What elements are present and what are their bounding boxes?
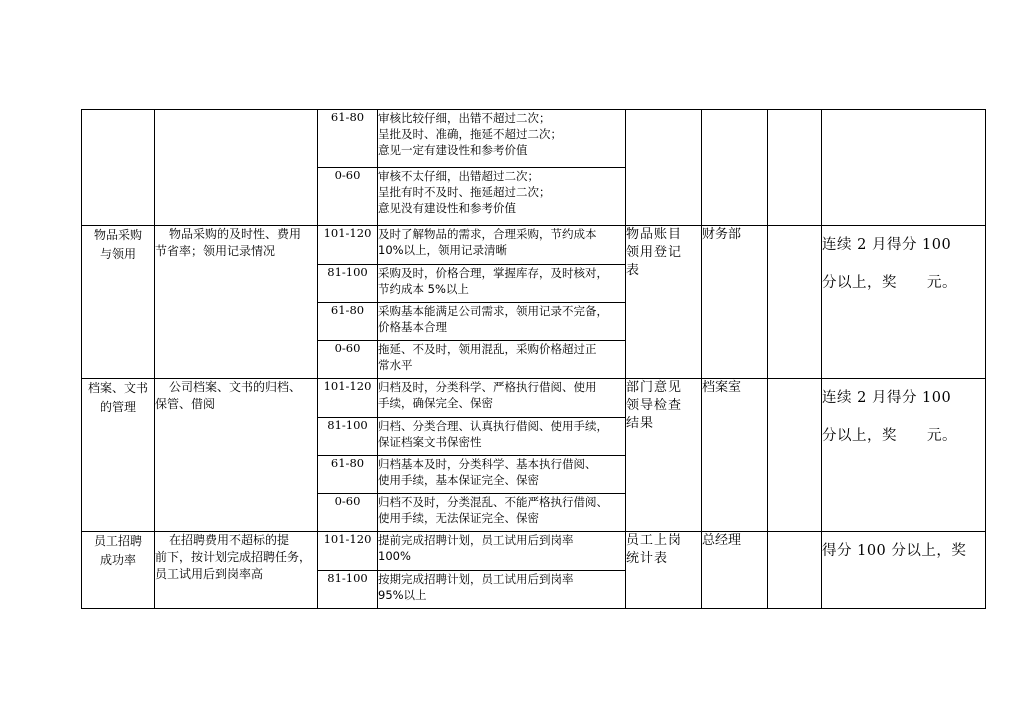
standard-line: 归档、分类合理、认真执行借阅、使用手续，	[378, 419, 608, 433]
standard-line: 归档不及时，分类混乱、不能严格执行借阅、	[378, 495, 608, 509]
item-cell	[82, 226, 155, 379]
item-line: 物品采购	[93, 228, 142, 242]
department-cell	[702, 110, 768, 226]
table-row	[82, 226, 986, 265]
score-range: 81-100	[318, 265, 378, 303]
source-cell	[626, 532, 702, 609]
standard-line: 价格基本合理	[378, 320, 447, 334]
item-line: 与领用	[99, 247, 136, 261]
item-line: 档案、文书	[87, 381, 148, 395]
standard-line: 呈批及时、准确，拖延不超过二次；	[378, 127, 562, 141]
description-line: 在招聘费用不超标的提	[169, 533, 290, 547]
score-range: 81-100	[318, 571, 378, 609]
standard-cell	[378, 265, 626, 303]
standard-line: 10%以上，领用记录清晰	[378, 243, 508, 257]
score-range: 81-100	[318, 418, 378, 456]
item-cell	[82, 379, 155, 532]
description-line: 节省率；领用记录情况	[155, 244, 276, 258]
description-line: 前下，按计划完成招聘任务，	[155, 550, 312, 564]
source-line: 物品账目	[626, 227, 683, 242]
standard-line: 常水平	[378, 358, 413, 372]
source-cell	[626, 110, 702, 226]
item-line: 成功率	[99, 553, 136, 567]
item-line: 员工招聘	[93, 534, 142, 548]
description-cell	[155, 110, 318, 226]
reward-line: 得分 100 分以上，奖	[822, 543, 967, 559]
standard-cell	[378, 532, 626, 571]
source-line: 统计表	[626, 551, 669, 566]
standard-line: 审核不太仔细，出错超过二次；	[378, 169, 539, 183]
standard-line: 审核比较仔细，出错不超过二次；	[378, 111, 551, 125]
standard-line: 归档及时，分类科学、严格执行借阅、使用	[378, 380, 597, 394]
standard-line: 意见没有建设性和参考价值	[378, 201, 516, 215]
evaluation-table	[81, 109, 986, 609]
source-line: 领用登记	[626, 245, 683, 260]
source-line: 部门意见	[626, 380, 683, 395]
standard-line: 节约成本 5%以上	[378, 282, 469, 296]
table-row	[82, 532, 986, 571]
reward-line: 分以上，奖 元。	[822, 428, 957, 444]
standard-line: 拖延、不及时，领用混乱，采购价格超过正	[378, 342, 597, 356]
source-cell	[626, 379, 702, 532]
source-cell	[626, 226, 702, 379]
score-range: 0-60	[318, 341, 378, 379]
source-line: 表	[626, 263, 641, 278]
standard-line: 手续，确保完全、保密	[378, 396, 493, 410]
department-cell: 档案室	[702, 379, 768, 532]
standard-line: 100%	[378, 549, 411, 563]
description-cell	[155, 532, 318, 609]
standard-line: 95%以上	[378, 588, 427, 602]
item-line: 的管理	[99, 400, 136, 414]
standard-cell	[378, 456, 626, 494]
department-cell: 财务部	[702, 226, 768, 379]
description-line: 公司档案、文书的归档、	[169, 380, 302, 394]
reward-cell	[822, 226, 986, 379]
standard-cell	[378, 110, 626, 168]
standard-cell	[378, 341, 626, 379]
reward-line: 连续 2 月得分 100	[822, 237, 952, 253]
reward-cell	[822, 532, 986, 609]
description-line: 保管、借阅	[155, 397, 216, 411]
score-range: 61-80	[318, 303, 378, 341]
standard-cell	[378, 494, 626, 532]
standard-line: 提前完成招聘计划，员工试用后到岗率	[378, 533, 574, 547]
standard-line: 及时了解物品的需求，合理采购，节约成本	[378, 227, 597, 241]
standard-line: 按期完成招聘计划，员工试用后到岗率	[378, 572, 574, 586]
table-row	[82, 379, 986, 418]
standard-cell	[378, 418, 626, 456]
score-range: 0-60	[318, 168, 378, 226]
item-cell	[82, 532, 155, 609]
score-range: 61-80	[318, 456, 378, 494]
weight-cell	[768, 379, 822, 532]
reward-cell	[822, 110, 986, 226]
standard-line: 采购基本能满足公司需求，领用记录不完备，	[378, 304, 608, 318]
standard-cell	[378, 168, 626, 226]
standard-line: 呈批有时不及时、拖延超过二次；	[378, 185, 551, 199]
item-cell	[82, 110, 155, 226]
reward-line: 分以上，奖 元。	[822, 275, 957, 291]
standard-line: 归档基本及时，分类科学、基本执行借阅、	[378, 457, 597, 471]
score-range: 0-60	[318, 494, 378, 532]
source-line: 员工上岗	[626, 533, 683, 548]
weight-cell	[768, 532, 822, 609]
standard-line: 使用手续，无法保证完全、保密	[378, 511, 539, 525]
description-line: 物品采购的及时性、费用	[169, 227, 302, 241]
reward-cell	[822, 379, 986, 532]
score-range: 101-120	[318, 379, 378, 418]
standard-line: 采购及时，价格合理，掌握库存，及时核对，	[378, 266, 608, 280]
standard-cell	[378, 303, 626, 341]
standard-line: 保证档案文书保密性	[378, 435, 482, 449]
score-range: 61-80	[318, 110, 378, 168]
standard-cell	[378, 226, 626, 265]
weight-cell	[768, 226, 822, 379]
description-cell	[155, 226, 318, 379]
description-line: 员工试用后到岗率高	[155, 567, 264, 581]
reward-line: 连续 2 月得分 100	[822, 390, 952, 406]
score-range: 101-120	[318, 226, 378, 265]
standard-cell	[378, 379, 626, 418]
table-row	[82, 110, 986, 168]
source-line: 结果	[626, 416, 655, 431]
standard-line: 使用手续，基本保证完全、保密	[378, 473, 539, 487]
weight-cell	[768, 110, 822, 226]
standard-line: 意见一定有建设性和参考价值	[378, 143, 528, 157]
department-cell: 总经理	[702, 532, 768, 609]
score-range: 101-120	[318, 532, 378, 571]
description-cell	[155, 379, 318, 532]
source-line: 领导检查	[626, 398, 683, 413]
standard-cell	[378, 571, 626, 609]
